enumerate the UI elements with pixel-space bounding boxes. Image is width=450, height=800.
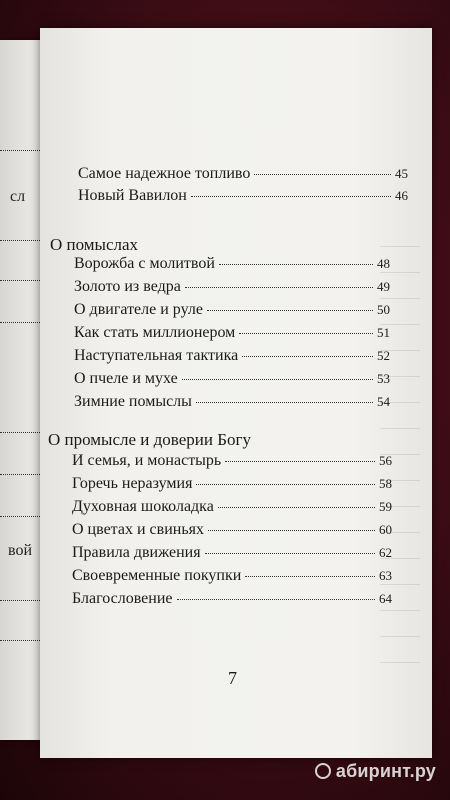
left-page-fragment: вой <box>8 542 33 559</box>
toc-entry-title: Наступательная тактика <box>74 347 239 364</box>
toc-entry <box>74 393 390 411</box>
toc-entry-page: 58 <box>379 476 392 491</box>
toc-entry <box>74 324 390 342</box>
leader-line <box>0 322 40 323</box>
dot-leader <box>205 553 375 554</box>
toc-entry-page: 54 <box>377 394 390 409</box>
toc-entry-page: 62 <box>379 545 392 560</box>
dot-leader <box>182 379 373 380</box>
toc-entry-page: 63 <box>379 568 392 583</box>
toc-entry <box>72 567 392 585</box>
toc-entry <box>74 255 390 273</box>
toc-entry <box>78 165 408 183</box>
toc-entry-page: 51 <box>377 325 390 340</box>
labirint-logo-icon <box>315 763 331 779</box>
leader-line <box>0 474 40 475</box>
toc-entry <box>72 590 392 608</box>
book-page <box>40 28 432 758</box>
toc-entry <box>74 347 390 365</box>
leader-line <box>0 240 40 241</box>
toc-entry-title: Благословение <box>72 590 173 607</box>
dot-leader <box>177 599 376 600</box>
section-heading: О промысле и доверии Богу <box>48 430 251 449</box>
toc-entry <box>72 521 392 539</box>
toc-entry-page: 56 <box>379 453 392 468</box>
dot-leader <box>207 310 373 311</box>
dot-leader <box>185 287 373 288</box>
dot-leader <box>225 461 375 462</box>
dot-leader <box>196 402 373 403</box>
toc-entry-title: Новый Вавилон <box>78 187 187 204</box>
watermark <box>315 761 436 782</box>
toc-entry-title: Золото из ведра <box>74 278 181 295</box>
toc-entry-title: Как стать миллионером <box>74 324 236 341</box>
toc-entry-page: 46 <box>395 188 408 203</box>
leader-line <box>0 516 40 517</box>
toc-entry-title: О двигателе и руле <box>74 301 203 318</box>
toc-entry-title: Горечь неразумия <box>72 475 193 492</box>
leader-line <box>0 600 40 601</box>
dot-leader <box>242 356 373 357</box>
dot-leader <box>208 530 375 531</box>
toc-entry <box>72 452 392 470</box>
dot-leader <box>219 264 373 265</box>
section-heading: О помыслах <box>50 235 139 254</box>
dot-leader <box>191 196 391 197</box>
left-page-fragment: сл <box>10 188 26 205</box>
toc-entry-page: 52 <box>377 348 390 363</box>
leader-line <box>0 150 40 151</box>
toc-entry-page: 53 <box>377 371 390 386</box>
toc-entry-page: 50 <box>377 302 390 317</box>
leader-line <box>0 280 40 281</box>
dot-leader <box>239 333 373 334</box>
toc-entry-page: 60 <box>379 522 392 537</box>
toc-entry-title: Правила движения <box>72 544 201 561</box>
toc-entry-title: И семья, и монастырь <box>72 452 222 469</box>
leader-line <box>0 432 40 433</box>
leader-line <box>0 640 40 641</box>
toc-entry-title: О пчеле и мухе <box>74 370 178 387</box>
dot-leader <box>254 174 391 175</box>
dot-leader <box>245 576 375 577</box>
toc-entry-title: Ворожба с молитвой <box>74 255 215 272</box>
toc-entry-title: Зимние помыслы <box>74 393 192 410</box>
toc-entry-page: 48 <box>377 256 390 271</box>
toc-entry-page: 45 <box>395 166 408 181</box>
toc-entry-page: 49 <box>377 279 390 294</box>
toc-entry <box>72 498 392 516</box>
toc-entry <box>78 187 408 205</box>
toc-entry-page: 64 <box>379 591 392 606</box>
toc-entry <box>74 370 390 388</box>
toc-entry <box>74 278 390 296</box>
toc-entry-title: О цветах и свиньях <box>72 521 204 538</box>
toc-entry <box>72 475 392 493</box>
toc-entry-title: Самое надежное топливо <box>78 165 251 182</box>
watermark-text: абиринт.ру <box>335 761 436 781</box>
toc-entry-title: Духовная шоколадка <box>72 498 214 515</box>
toc-entry-page: 59 <box>379 499 392 514</box>
dot-leader <box>218 507 375 508</box>
toc-entry-title: Своевременные покупки <box>72 567 242 584</box>
page-number: 7 <box>228 668 237 688</box>
toc-entry <box>72 544 392 562</box>
dot-leader <box>196 484 375 485</box>
toc-entry <box>74 301 390 319</box>
